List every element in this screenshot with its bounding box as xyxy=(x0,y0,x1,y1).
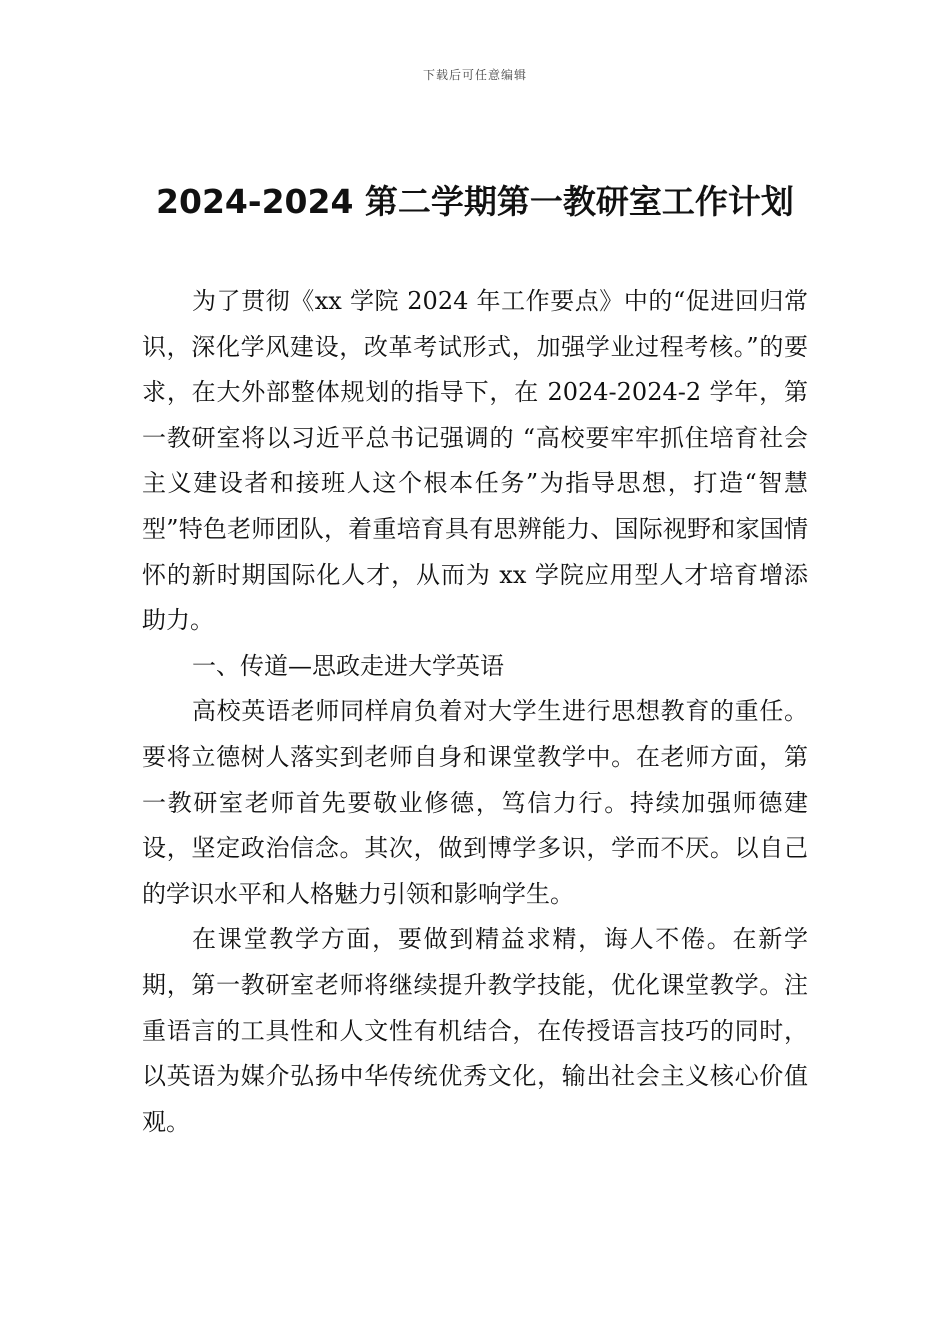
paragraph-classroom-teaching: 在课堂教学方面，要做到精益求精，诲人不倦。在新学期，第一教研室老师将继续提升教学技能，优化课堂教学。注重语言的工具性和人文性有机结合，在传授语言技巧的同时，以英语为媒介弘扬中华传统优秀文化，输出社会主义核心价值观。 xyxy=(142,925,808,1136)
document-body xyxy=(142,279,808,1145)
document-title: 2024-2024 第二学期第一教研室工作计划 xyxy=(156,182,794,221)
header-note: 下载后可任意编辑 xyxy=(422,68,527,82)
paragraph-teacher-role: 高校英语老师同样肩负着对大学生进行思想教育的重任。要将立德树人落实到老师自身和课堂教学中。在老师方面，第一教研室老师首先要敬业修德，笃信力行。持续加强师德建设，坚定政治信念。其次，做到博学多识，学而不厌。以自己的学识水平和人格魅力引领和影响学生。 xyxy=(142,697,808,908)
section-heading-1: 一、传道—思政走进大学英语 xyxy=(192,651,504,680)
paragraph-intro: 为了贯彻《xx 学院 2024 年工作要点》中的“促进回归常识，深化学风建设，改革考试形式，加强学业过程考核。”的要求，在大外部整体规划的指导下，在 2024-2024-2 学年，第一教研室将以习近平总书记强调的 “高校要牢牢抓住培育社会主义建设者和接班人这个根本任务”为指导思想，打造“智慧型”特色老师团队，着重培育具有思辨能力、国际视野和家国情怀的新时期国际化人才，从而为 xx 学院应用型人才培育增添助力。 xyxy=(142,287,808,635)
